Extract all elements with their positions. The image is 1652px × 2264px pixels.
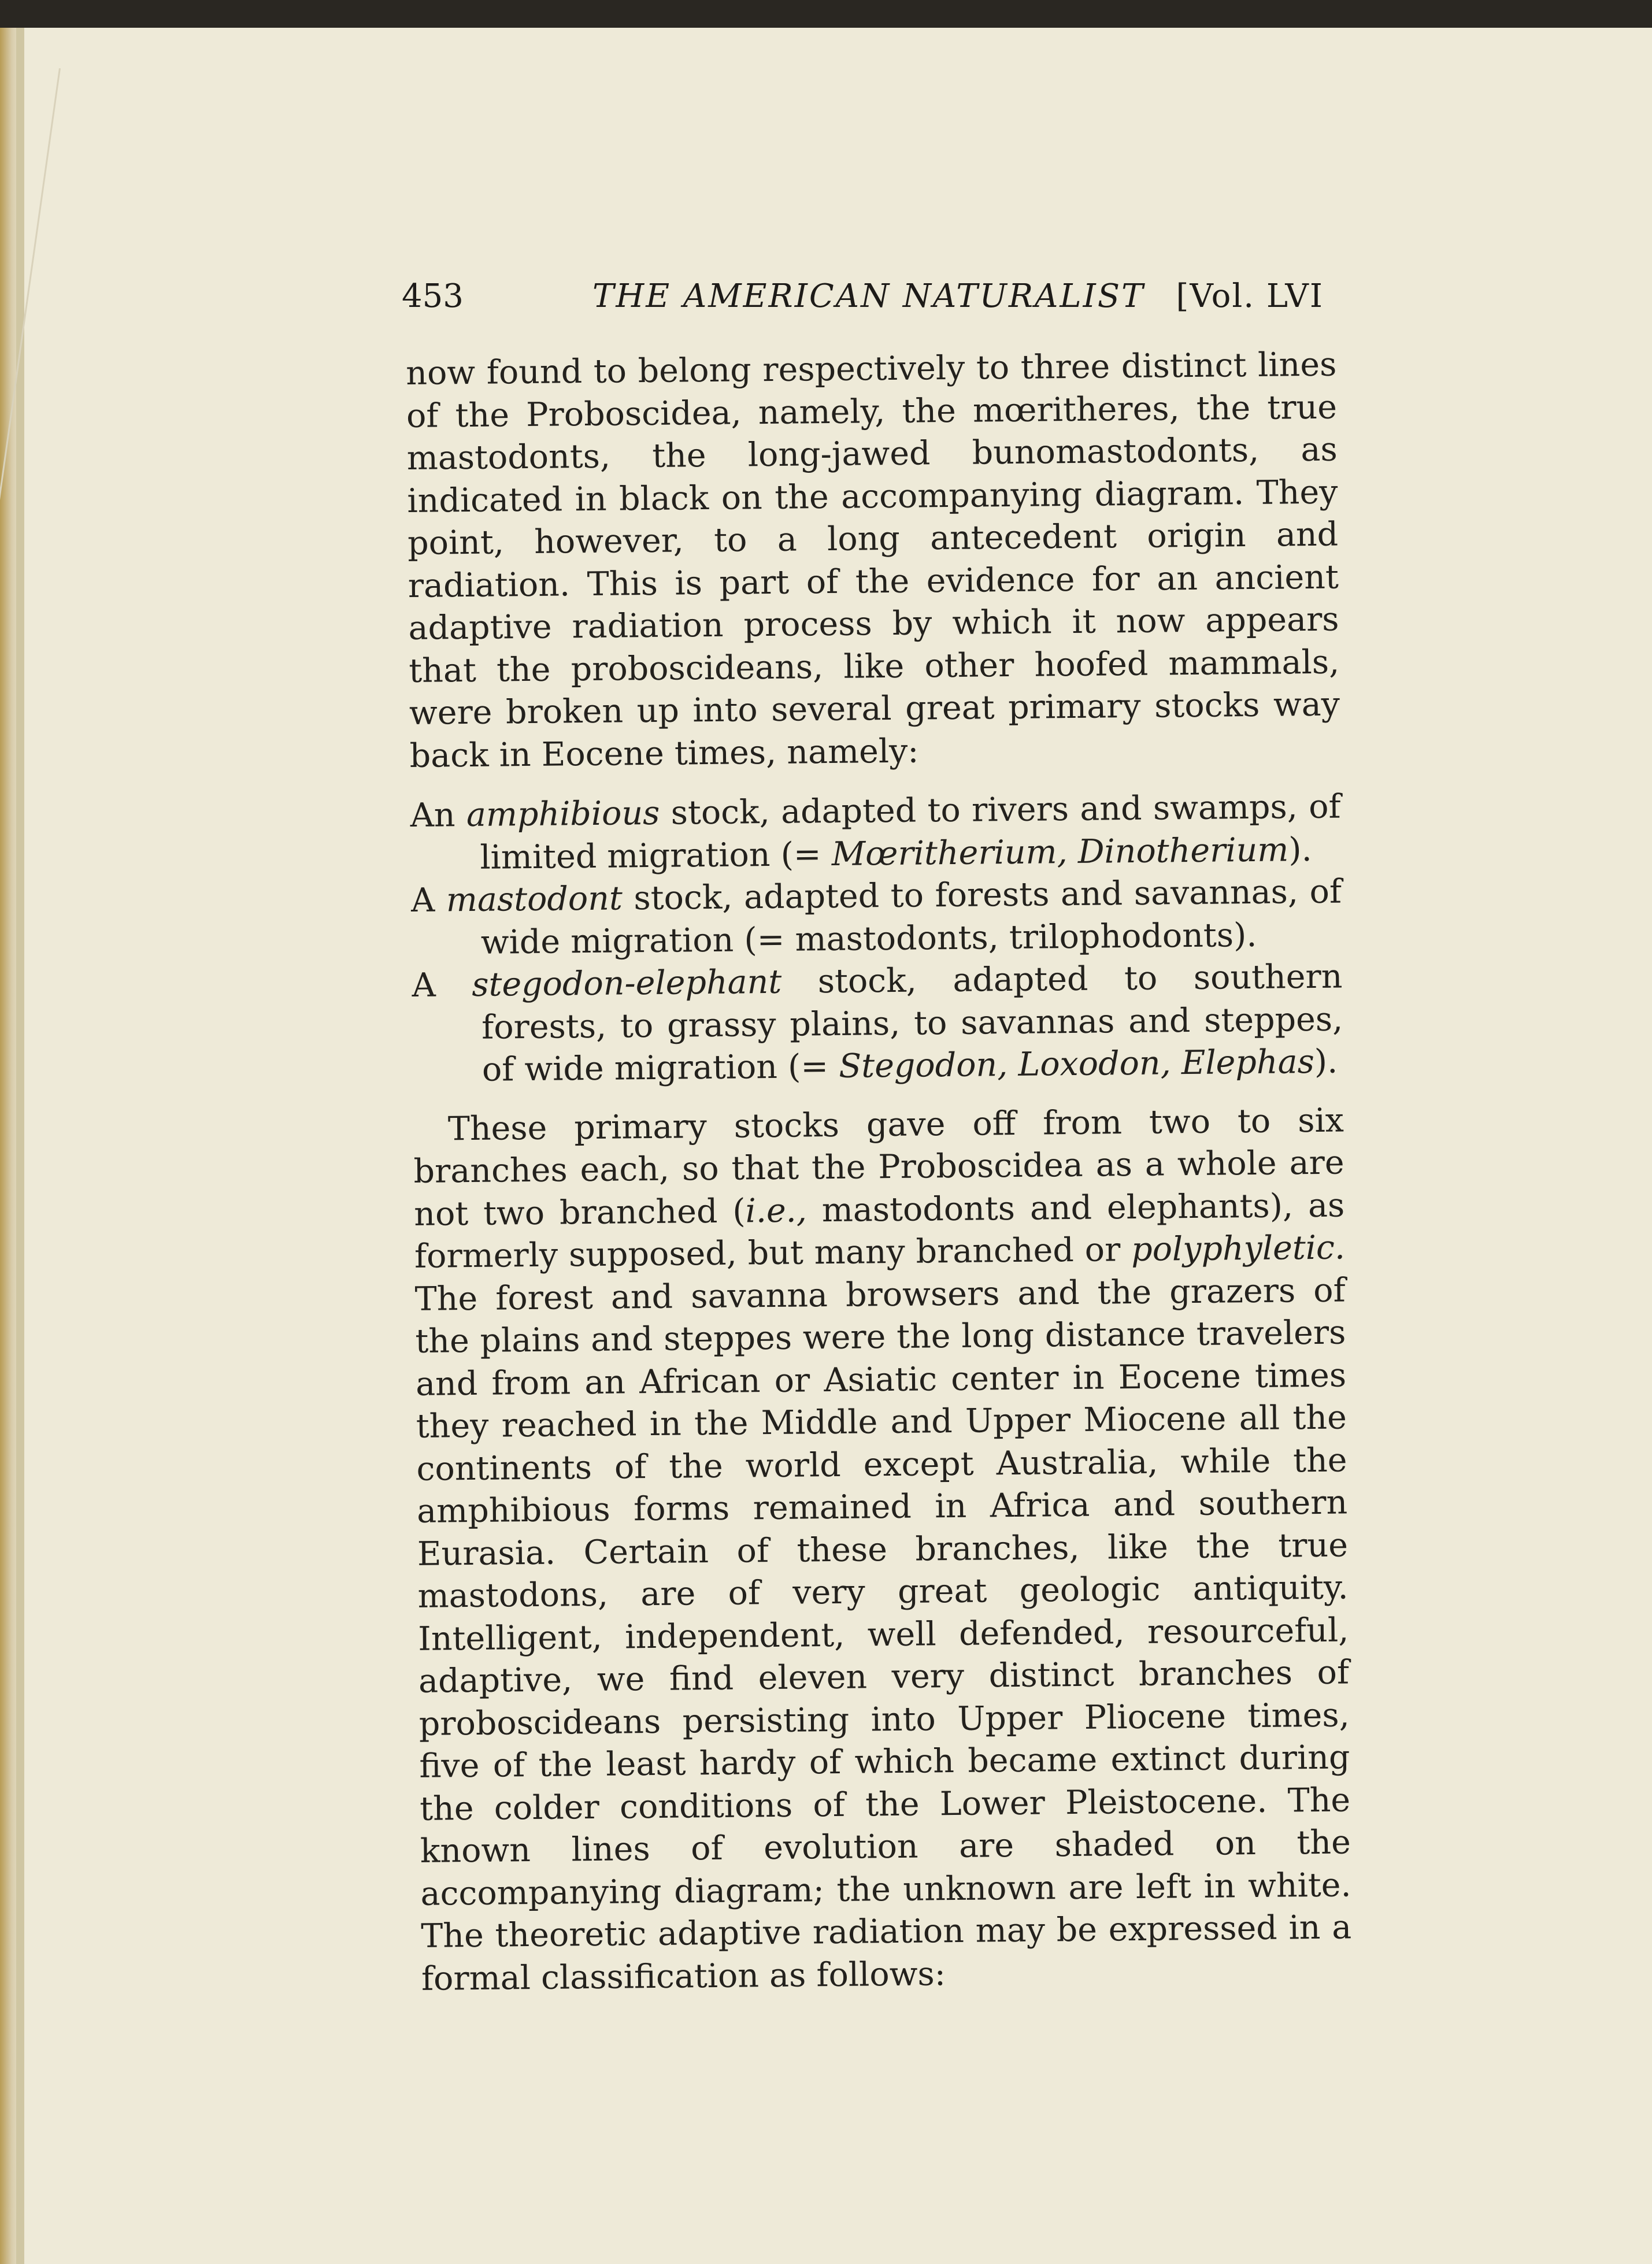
stock-list xyxy=(410,786,1343,1092)
stock-item-mastodont: A mastodont stock, adapted to forests and savannas, of wide migration (= mastodonts, trilophodonts). xyxy=(410,872,1342,962)
stock-name: amphibious xyxy=(466,794,660,835)
journal-title: THE AMERICAN NATURALIST xyxy=(592,277,1145,315)
stock-examples: Stegodon, Loxodon, Elephas xyxy=(838,1042,1315,1085)
volume-label: [Vol. LVI xyxy=(1176,277,1324,315)
article-text xyxy=(406,344,1352,2000)
stock-item-amphibious: An amphibious stock, adapted to rivers and swamps, of limited migration (= Mœritherium, Dinotherium). xyxy=(410,787,1341,877)
stock-name: stegodon-elephant xyxy=(471,962,782,1004)
page-number: 453 xyxy=(402,277,464,315)
paragraph-1: now found to belong respectively to three distinct lines of the Proboscidea, namely, the mœritheres, the true mastodonts, the long-jawed bunomastodonts, as indicated in black on the accompanying diagram. They point, however, to a long antecedent origin and radiation. This is part of the evidence for an ancient adaptive radiation process by which it now appears that the proboscideans, like other hoofed mammals, were broken up into several great primary stocks way back in Eocene times, namely: xyxy=(406,345,1340,775)
paragraph-2: These primary stocks gave off from two to six branches each, so that the Proboscidea as a whole are not two branched (i.e., mastodonts and elephants), as formerly supposed, but many branched or polyphyletic. The forest and savanna browsers and the grazers of the plains and steppes were the long distance travelers and from an African or Asiatic center in Eocene times they reached in the Middle and Upper Miocene all the continents of the world except Australia, while the amphibious forms remained in Africa and southern Eurasia. Certain of these branches, like the true mastodons, are of very great geologic antiquity. Intelligent, independent, well defended, resourceful, adaptive, we find eleven very distinct branches of proboscideans persisting into Upper Pliocene times, five of the least hardy of which became extinct during the colder conditions of the Lower Pleistocene. The known lines of evolution are shaded on the accompanying diagram; the unknown are left in white. The theoretic adaptive radiation may be expressed in a formal classification as follows: xyxy=(413,1100,1352,1998)
running-header xyxy=(402,277,1324,324)
stock-examples: Mœritherium, Dinotherium xyxy=(831,830,1289,873)
stock-item-stegodon-elephant: A stegodon-elephant stock, adapted to southern forests, to grassy plains, to savannas and steppes, of wide migration (= Stegodon, Loxodon, Elephas). xyxy=(412,957,1343,1089)
stock-name: mastodont xyxy=(446,879,623,920)
